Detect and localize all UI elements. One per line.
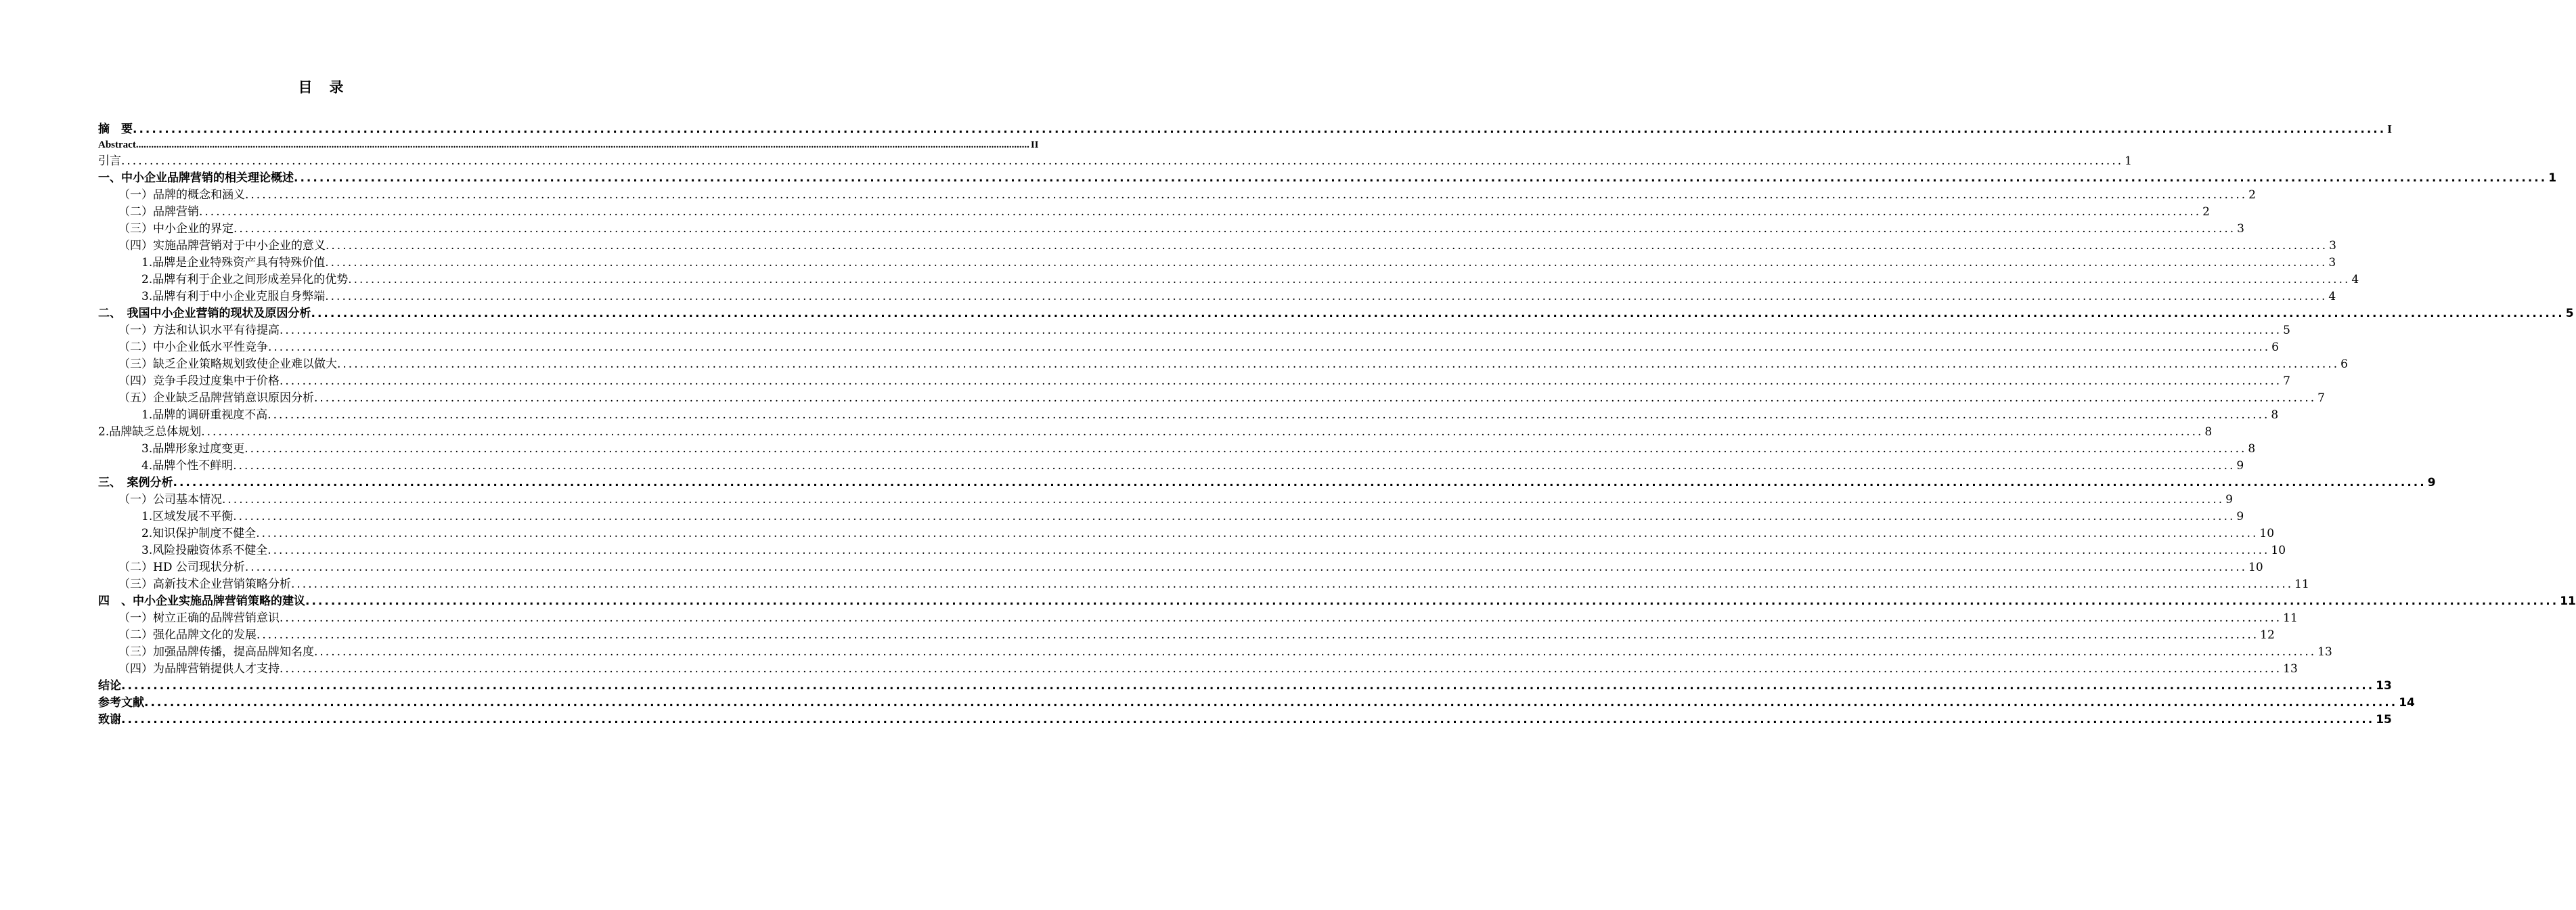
toc-entry[interactable]: [98, 492, 2233, 508]
toc-entry-text: 结论: [98, 679, 121, 693]
toc-leader-dots: ................................................................................................................................................................................................................................................................................................................................................................: [244, 561, 2247, 574]
toc-page-number: 2: [2248, 188, 2256, 202]
toc-leader-dots: ................................................................................................................................................................................................................................................................................................................................................................: [280, 374, 2282, 388]
toc-leader-dots: ................................................................................................................................................................................................................................................................................................................................................................: [337, 358, 2340, 371]
toc-page-number: 15: [2376, 713, 2392, 727]
toc-entry-text: 参考文献: [98, 696, 144, 710]
toc-leader-dots: ................................................................................................................................................................................................................................................................................................................................................................: [326, 239, 2328, 253]
toc-leader-dots: ................................................................................................................................................................................................................................................................................................................................................................: [325, 290, 2328, 303]
toc-entry[interactable]: [98, 121, 2392, 137]
toc-leader-dots: ................................................................................................................................................................................................................................................................................................................................................................: [201, 425, 2204, 439]
toc-page-number: 13: [2376, 679, 2392, 693]
toc-page-number: 3: [2328, 256, 2336, 269]
toc-entry[interactable]: [98, 542, 2286, 559]
toc-leader-dots: ................................................................................................................................................................................................................................................................................................................................................................: [173, 476, 2426, 490]
toc-leader-dots: ................................................................................................................................................................................................................................................................................................................................................................: [325, 256, 2328, 269]
toc-page-number: 7: [2283, 374, 2290, 388]
toc-page-number: 13: [2317, 645, 2332, 659]
toc-entry[interactable]: [98, 255, 2336, 272]
toc-leader-dots: ................................................................................................................................................................................................................................................................................................................................................................: [233, 510, 2236, 523]
toc-entry[interactable]: [98, 305, 2574, 322]
toc-entry[interactable]: [98, 441, 2256, 458]
toc-entry[interactable]: [98, 508, 2244, 525]
toc-entry-text: （五）企业缺乏品牌营销意识原因分析: [118, 391, 314, 405]
toc-entry-text: （三）高新技术企业营销策略分析: [118, 578, 291, 591]
toc-entry-text: （三）加强品牌传播，提高品牌知名度: [118, 645, 314, 659]
toc-entry[interactable]: [98, 204, 2210, 221]
toc-page-number: 8: [2248, 442, 2256, 456]
toc-entry[interactable]: [98, 559, 2263, 576]
toc-leader-dots: ................................................................................................................................................................................................................................................................................................................................................................: [121, 679, 2375, 693]
toc-leader-dots: ................................................................................................................................................................................................................................................................................................................................................................: [314, 391, 2317, 405]
toc-entry-text: 3.品牌形象过度变更: [141, 442, 245, 456]
toc-leader-dots: ................................................................................................................................................................................................................................................................................................................................................................: [144, 696, 2398, 710]
table-of-contents: [98, 121, 2576, 729]
toc-entry-text: 3.品牌有利于中小企业克服自身弊端: [141, 290, 326, 303]
toc-entry-text: （一）品牌的概念和涵义: [118, 188, 245, 202]
toc-entry[interactable]: [98, 424, 2213, 441]
toc-page-number: 2: [2202, 205, 2210, 219]
toc-leader-dots: ................................................................................................................................................................................................................................................................................................................................................................: [314, 645, 2317, 659]
toc-leader-dots: ................................................................................................................................................................................................................................................................................................................................................................: [121, 713, 2375, 727]
toc-page-number: 4: [2328, 290, 2336, 303]
toc-page-number: 13: [2283, 662, 2298, 676]
toc-page-number: 8: [2204, 425, 2213, 439]
toc-entry[interactable]: [98, 187, 2256, 204]
toc-leader-dots: ................................................................................................................................................................................................................................................................................................................................................................: [311, 307, 2564, 320]
toc-entry-text: 2.品牌有利于企业之间形成差异化的优势: [141, 273, 349, 286]
toc-page-number: 6: [2340, 358, 2348, 371]
toc-entry[interactable]: [98, 695, 2415, 712]
toc-leader-dots: ................................................................................................................................................................................................................................................................................................................................................................: [267, 544, 2270, 557]
toc-entry-text: （一）树立正确的品牌营销意识: [118, 611, 280, 625]
toc-entry-text: Abstract: [98, 139, 136, 150]
toc-entry-text: 致谢: [98, 713, 121, 727]
toc-page-number: 11: [2560, 594, 2576, 608]
toc-leader-dots: ................................................................................................................................................................................................................................................................................................................................................................: [257, 628, 2259, 642]
toc-page-number: 10: [2259, 527, 2275, 540]
toc-entry-text: 1.品牌是企业特殊资产具有特殊价值: [141, 256, 326, 269]
toc-page-number: 1: [2548, 171, 2557, 185]
toc-leader-dots: ................................................................................................................................................................................................................................................................................................................................................................: [121, 154, 2124, 168]
toc-entry-text: 2.知识保护制度不健全: [141, 527, 257, 540]
toc-entry-text: （四）竞争手段过度集中于价格: [118, 374, 280, 388]
toc-page-number: 3: [2329, 239, 2336, 253]
toc-leader-dots: ................................................................................................................................................................................................................................................................................................................................................................: [222, 493, 2225, 506]
toc-leader-dots: ................................................................................................................................................................................................................................................................................................................................................................: [133, 123, 2386, 136]
toc-entry-text: 1.品牌的调研重视度不高: [141, 408, 268, 422]
toc-entry-text: （二）强化品牌文化的发展: [118, 628, 257, 642]
toc-entry-text: 二、 我国中小企业营销的现状及原因分析: [98, 307, 311, 320]
toc-entry[interactable]: [98, 593, 2576, 610]
toc-entry[interactable]: [98, 238, 2336, 255]
toc-page-number: 8: [2271, 408, 2279, 422]
toc-entry-text: （四）实施品牌营销对于中小企业的意义: [118, 239, 326, 253]
toc-leader-dots: ................................................................................................................................................................................................................................................................................................................................................................: [268, 341, 2271, 354]
toc-page-number: 14: [2399, 696, 2415, 710]
toc-entry-text: 4.品牌个性不鲜明: [141, 459, 234, 473]
toc-page-number: 9: [2236, 459, 2244, 473]
toc-entry[interactable]: [98, 712, 2392, 729]
toc-title: 目 录: [298, 79, 345, 95]
toc-leader-dots: ................................................................................................................................................................................................................................................................................................................................................................: [256, 527, 2259, 540]
toc-page-number: 7: [2317, 391, 2325, 405]
toc-page-number: II: [1030, 139, 1039, 150]
toc-leader-dots: ................................................................................................................................................................................................................................................................................................................................................................: [280, 324, 2282, 337]
toc-leader-dots: ................................................................................................................................................................................................................................................................................................................................................................: [135, 139, 1029, 150]
toc-entry-text: 1.区域发展不平衡: [141, 510, 234, 523]
toc-page-number: 10: [2248, 561, 2263, 574]
toc-page-number: 9: [2236, 510, 2244, 523]
toc-leader-dots: ................................................................................................................................................................................................................................................................................................................................................................: [267, 408, 2270, 422]
toc-page-number: 10: [2271, 544, 2286, 557]
toc-entry-text: （一）方法和认识水平有待提高: [118, 324, 280, 337]
toc-entry[interactable]: [98, 576, 2309, 593]
toc-page-number: 4: [2351, 273, 2359, 286]
toc-entry-text: 摘 要: [98, 123, 133, 136]
toc-leader-dots: ................................................................................................................................................................................................................................................................................................................................................................: [291, 578, 2294, 591]
toc-entry[interactable]: [98, 407, 2279, 424]
toc-page-number: 11: [2294, 578, 2309, 591]
toc-entry[interactable]: [98, 272, 2359, 288]
toc-entry-text: 2.品牌缺乏总体规划: [98, 425, 202, 439]
toc-page-number: 5: [2283, 324, 2290, 337]
toc-entry[interactable]: [98, 525, 2275, 542]
toc-entry[interactable]: [98, 373, 2290, 390]
toc-entry[interactable]: [98, 170, 2557, 187]
toc-leader-dots: ................................................................................................................................................................................................................................................................................................................................................................: [234, 222, 2236, 236]
toc-entry[interactable]: [98, 627, 2275, 644]
toc-entry[interactable]: [98, 339, 2279, 356]
toc-entry-text: 3.风险投融资体系不健全: [141, 544, 268, 557]
toc-leader-dots: ................................................................................................................................................................................................................................................................................................................................................................: [245, 188, 2248, 202]
toc-entry-text: 引言: [98, 154, 121, 168]
toc-page-number: 6: [2271, 341, 2279, 354]
toc-entry[interactable]: [98, 153, 2132, 170]
toc-page-number: 11: [2283, 611, 2298, 625]
toc-entry-text: （二）品牌营销: [118, 205, 199, 219]
toc-entry[interactable]: [98, 661, 2298, 678]
toc-entry[interactable]: [98, 610, 2298, 627]
toc-page-number: 3: [2237, 222, 2244, 236]
toc-entry-text: （三）缺乏企业策略规划致使企业难以做大: [118, 358, 337, 371]
toc-entry[interactable]: [98, 458, 2244, 475]
toc-page-number: 9: [2427, 476, 2436, 490]
toc-leader-dots: ................................................................................................................................................................................................................................................................................................................................................................: [280, 662, 2282, 676]
toc-entry-text: （二）HD 公司现状分析: [118, 561, 245, 574]
toc-leader-dots: ................................................................................................................................................................................................................................................................................................................................................................: [199, 205, 2202, 219]
toc-entry-text: 一、中小企业品牌营销的相关理论概述: [98, 171, 294, 185]
toc-leader-dots: ................................................................................................................................................................................................................................................................................................................................................................: [280, 611, 2282, 625]
toc-page-number: 12: [2260, 628, 2275, 642]
toc-page-number: 5: [2565, 307, 2574, 320]
toc-entry[interactable]: [98, 644, 2332, 661]
toc-entry[interactable]: [98, 678, 2392, 695]
toc-leader-dots: ................................................................................................................................................................................................................................................................................................................................................................: [244, 442, 2247, 456]
toc-entry-text: （一）公司基本情况: [118, 493, 222, 506]
toc-entry[interactable]: [98, 390, 2325, 407]
toc-entry[interactable]: [98, 137, 1039, 153]
toc-page-number: 9: [2225, 493, 2233, 506]
toc-entry-text: （三）中小企业的界定: [118, 222, 234, 236]
toc-leader-dots: ................................................................................................................................................................................................................................................................................................................................................................: [294, 171, 2548, 185]
toc-entry-text: （二）中小企业低水平性竞争: [118, 341, 268, 354]
toc-entry[interactable]: [98, 322, 2290, 339]
toc-page-number: I: [2387, 123, 2392, 135]
toc-entry-text: 四 、中小企业实施品牌营销策略的建议: [98, 594, 305, 608]
toc-entry[interactable]: [98, 221, 2244, 238]
toc-page-number: 1: [2125, 154, 2132, 168]
toc-leader-dots: ................................................................................................................................................................................................................................................................................................................................................................: [305, 594, 2559, 608]
toc-entry[interactable]: [98, 356, 2348, 373]
toc-leader-dots: ................................................................................................................................................................................................................................................................................................................................................................: [233, 459, 2236, 473]
toc-entry[interactable]: [98, 288, 2336, 305]
toc-entry-text: 三、 案例分析: [98, 476, 173, 490]
toc-leader-dots: ................................................................................................................................................................................................................................................................................................................................................................: [348, 273, 2351, 286]
toc-entry[interactable]: [98, 475, 2436, 492]
toc-entry-text: （四）为品牌营销提供人才支持: [118, 662, 280, 676]
